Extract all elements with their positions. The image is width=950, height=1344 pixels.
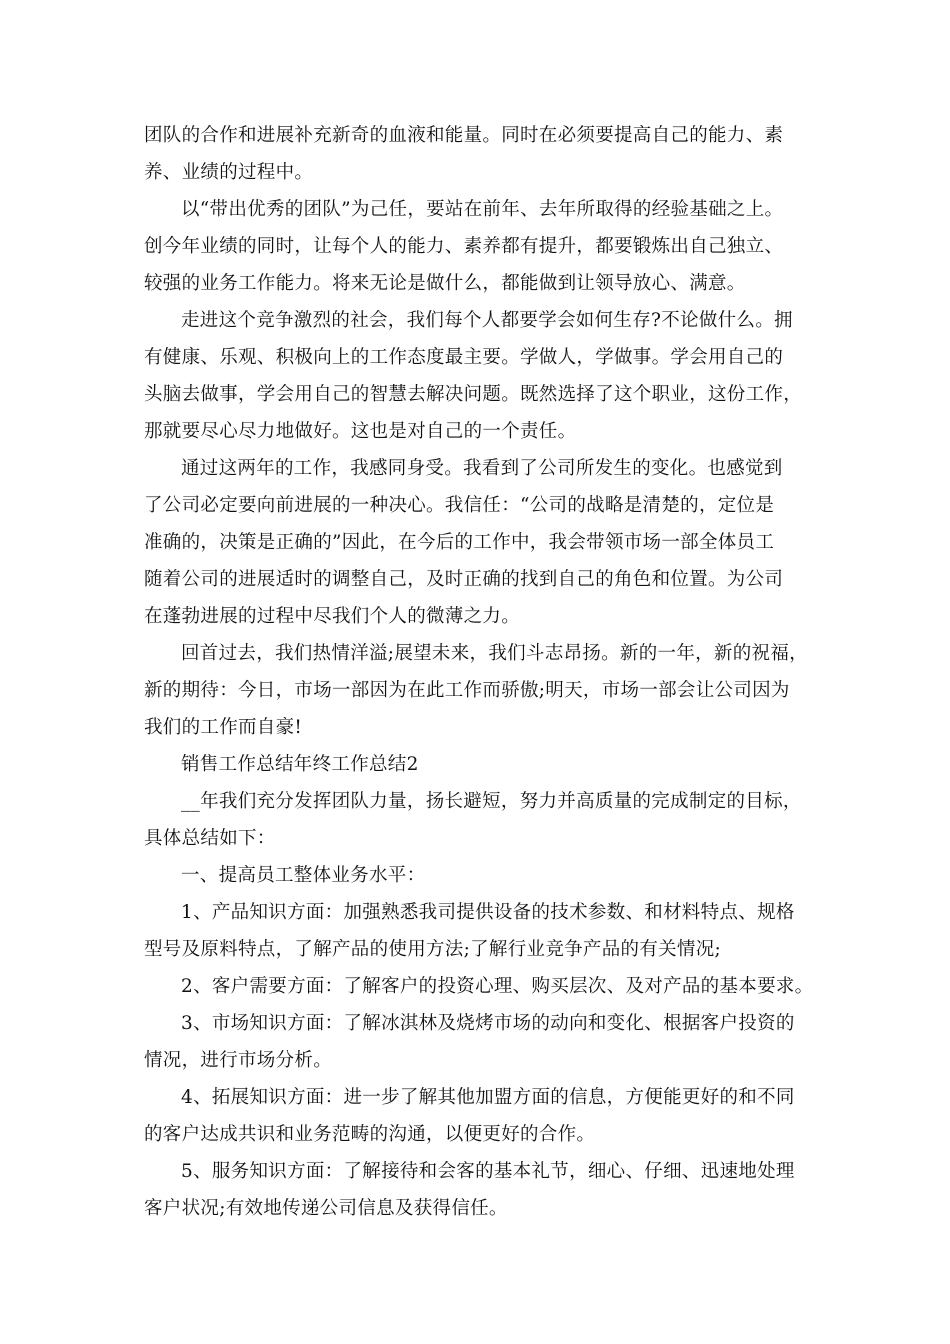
text-line: 情况，进行市场分析。 bbox=[144, 1050, 333, 1071]
text-line: 了公司必定要向前进展的一种决心。我信任：“公司的战略是清楚的，定位是 bbox=[144, 495, 775, 516]
text-line: 2、客户需要方面：了解客户的投资心理、购买层次、及对产品的基本要求。 bbox=[181, 976, 814, 997]
text-line: 的客户达成共识和业务范畴的沟通，以便更好的合作。 bbox=[144, 1124, 596, 1145]
text-line: 随着公司的进展适时的调整自己，及时正确的找到自己的角色和位置。为公司 bbox=[144, 569, 784, 590]
text-line: 创今年业绩的同时，让每个人的能力、素养都有提升，都要锻炼出自己独立、 bbox=[144, 236, 784, 257]
text-line: 具体总结如下： bbox=[144, 828, 276, 849]
text-line: 那就要尽心尽力地做好。这也是对自己的一个责任。 bbox=[144, 421, 577, 442]
text-line: 通过这两年的工作，我感同身受。我看到了公司所发生的变化。也感觉到 bbox=[181, 458, 783, 479]
text-line: 一、提高员工整体业务水平： bbox=[181, 865, 426, 886]
text-line: 走进这个竞争激烈的社会，我们每个人都要学会如何生存?不论做什么。拥 bbox=[181, 310, 793, 331]
section-heading: 销售工作总结年终工作总结2 bbox=[181, 754, 419, 775]
text-line: 客户状况;有效地传递公司信息及获得信任。 bbox=[144, 1198, 508, 1219]
text-line: 以“带出优秀的团队”为己任，要站在前年、去年所取得的经验基础之上。 bbox=[181, 199, 784, 220]
text-line: 回首过去，我们热情洋溢;展望未来，我们斗志昂扬。新的一年，新的祝福， bbox=[181, 643, 808, 664]
text-line: 3、市场知识方面：了解冰淇林及烧烤市场的动向和变化、根据客户投资的 bbox=[181, 1013, 795, 1034]
text-line: 团队的合作和进展补充新奇的血液和能量。同时在必须要提高自己的能力、素 bbox=[144, 125, 784, 146]
text-line: 有健康、乐观、积极向上的工作态度最主要。学做人，学做事。学会用自己的 bbox=[144, 347, 784, 368]
text-line: 4、拓展知识方面：进一步了解其他加盟方面的信息，方便能更好的和不同 bbox=[181, 1087, 795, 1108]
text-line: 5、服务知识方面：了解接待和会客的基本礼节，细心、仔细、迅速地处理 bbox=[181, 1161, 795, 1182]
text-line: 在蓬勃进展的过程中尽我们个人的微薄之力。 bbox=[144, 606, 521, 627]
text-line: 我们的工作而自豪! bbox=[144, 717, 303, 738]
text-line: 头脑去做事，学会用自己的智慧去解决问题。既然选择了这个职业，这份工作， bbox=[144, 384, 803, 405]
text-line: 新的期待：今日，市场一部因为在此工作而骄傲;明天，市场一部会让公司因为 bbox=[144, 680, 790, 701]
text-line: 准确的，决策是正确的”因此，在今后的工作中，我会带领市场一部全体员工 bbox=[144, 532, 775, 553]
text-line: 1、产品知识方面：加强熟悉我司提供设备的技术参数、和材料特点、规格 bbox=[181, 902, 795, 923]
text-line: 型号及原料特点，了解产品的使用方法;了解行业竞争产品的有关情况; bbox=[144, 939, 722, 960]
text-line: 较强的业务工作能力。将来无论是做什么，都能做到让领导放心、满意。 bbox=[144, 273, 746, 294]
text-line: __年我们充分发挥团队力量，扬长避短，努力并高质量的完成制定的目标， bbox=[181, 791, 802, 812]
text-line: 养、业绩的过程中。 bbox=[144, 162, 314, 183]
